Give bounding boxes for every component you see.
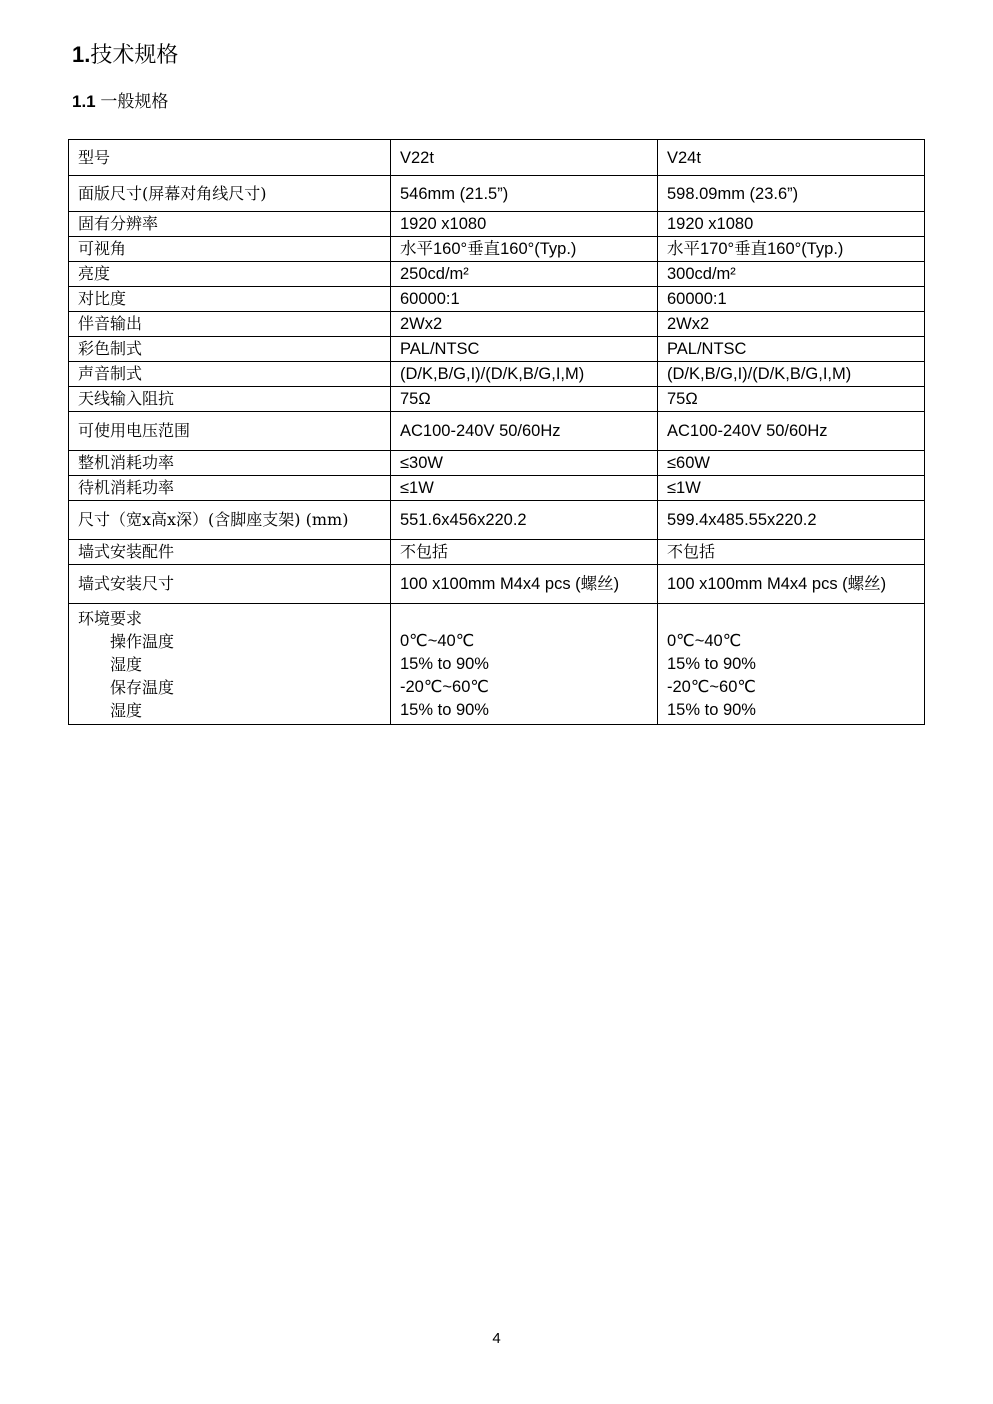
row-label: 待机消耗功率 [69, 476, 391, 501]
row-label: 可视角 [69, 237, 391, 262]
table-row [69, 476, 925, 501]
subsection-number: 1.1 [72, 92, 96, 111]
v22t-value: 15% to 90% [400, 655, 489, 673]
row-label: 可使用电压范围 [69, 412, 391, 451]
v24t-value: 1920 x1080 [658, 212, 925, 237]
row-label: 天线输入阻抗 [69, 387, 391, 412]
v22t-value: 250cd/m² [391, 262, 658, 287]
table-row [69, 362, 925, 387]
v22t-value: 2Wx2 [391, 312, 658, 337]
v24t-value: ≤60W [658, 451, 925, 476]
v24t-value: 599.4x485.55x220.2 [658, 501, 925, 540]
table-row [69, 540, 925, 565]
spec-table [68, 139, 925, 725]
subsection-title [72, 90, 168, 114]
row-label: 型号 [69, 140, 391, 176]
v22t-value: 60000:1 [391, 287, 658, 312]
v22t-value: ≤1W [391, 476, 658, 501]
row-label: 墙式安装尺寸 [69, 565, 391, 604]
table-row [69, 387, 925, 412]
v24t-value: PAL/NTSC [658, 337, 925, 362]
row-label: 尺寸（宽x高x深）(含脚座支架) (mm) [69, 501, 391, 540]
environment-label-cell [69, 604, 391, 725]
section-title [72, 40, 178, 71]
v24t-value: V24t [658, 140, 925, 176]
table-row [69, 176, 925, 212]
row-label: 声音制式 [69, 362, 391, 387]
v22t-value: AC100-240V 50/60Hz [391, 412, 658, 451]
row-label: 面版尺寸(屏幕对角线尺寸) [69, 176, 391, 212]
table-row [69, 312, 925, 337]
environment-v22t-cell [391, 604, 658, 725]
v22t-value: ≤30W [391, 451, 658, 476]
v24t-value: 15% to 90% [667, 701, 756, 719]
v22t-value: 1920 x1080 [391, 212, 658, 237]
v24t-value: 0℃~40℃ [667, 632, 742, 650]
env-item-label: 操作温度 [110, 632, 175, 651]
environment-v24t-cell [658, 604, 925, 725]
v24t-value: 100 x100mm M4x4 pcs (螺丝) [658, 565, 925, 604]
page-number: 4 [492, 1330, 501, 1347]
subsection-heading-text: 一般规格 [100, 92, 169, 111]
v24t-value: -20℃~60℃ [667, 678, 756, 696]
v22t-value: 100 x100mm M4x4 pcs (螺丝) [391, 565, 658, 604]
row-label: 墙式安装配件 [69, 540, 391, 565]
v22t-value: 15% to 90% [400, 701, 489, 719]
env-item-label: 保存温度 [110, 678, 175, 697]
table-row [69, 140, 925, 176]
v24t-value: ≤1W [658, 476, 925, 501]
table-row [69, 565, 925, 604]
v24t-value: 水平170°垂直160°(Typ.) [658, 237, 925, 262]
table-row [69, 237, 925, 262]
v22t-value: 546mm (21.5”) [391, 176, 658, 212]
row-label: 对比度 [69, 287, 391, 312]
v22t-value: 0℃~40℃ [400, 632, 475, 650]
table-row [69, 451, 925, 476]
v22t-value: 不包括 [391, 540, 658, 565]
v24t-value: 不包括 [658, 540, 925, 565]
table-row [69, 262, 925, 287]
table-row [69, 212, 925, 237]
environment-label: 环境要求 [78, 609, 143, 628]
table-row [69, 287, 925, 312]
section-heading-text: 技术规格 [90, 43, 179, 68]
v22t-value: (D/K,B/G,I)/(D/K,B/G,I,M) [391, 362, 658, 387]
blank-line [667, 607, 915, 630]
v22t-value: V22t [391, 140, 658, 176]
section-number: 1. [72, 42, 91, 67]
table-row [69, 337, 925, 362]
v22t-value: -20℃~60℃ [400, 678, 489, 696]
v24t-value: 15% to 90% [667, 655, 756, 673]
v24t-value: 60000:1 [658, 287, 925, 312]
environment-row [69, 604, 925, 725]
v24t-value: 2Wx2 [658, 312, 925, 337]
v24t-value: 75Ω [658, 387, 925, 412]
table-row [69, 501, 925, 540]
v24t-value: AC100-240V 50/60Hz [658, 412, 925, 451]
row-label: 亮度 [69, 262, 391, 287]
blank-line [400, 607, 648, 630]
v22t-value: 551.6x456x220.2 [391, 501, 658, 540]
row-label: 彩色制式 [69, 337, 391, 362]
env-item-label: 湿度 [110, 701, 143, 720]
v22t-value: PAL/NTSC [391, 337, 658, 362]
table-row [69, 412, 925, 451]
v24t-value: 598.09mm (23.6”) [658, 176, 925, 212]
row-label: 固有分辨率 [69, 212, 391, 237]
row-label: 整机消耗功率 [69, 451, 391, 476]
env-item-label: 湿度 [110, 655, 143, 674]
v24t-value: 300cd/m² [658, 262, 925, 287]
v22t-value: 水平160°垂直160°(Typ.) [391, 237, 658, 262]
v22t-value: 75Ω [391, 387, 658, 412]
v24t-value: (D/K,B/G,I)/(D/K,B/G,I,M) [658, 362, 925, 387]
row-label: 伴音输出 [69, 312, 391, 337]
